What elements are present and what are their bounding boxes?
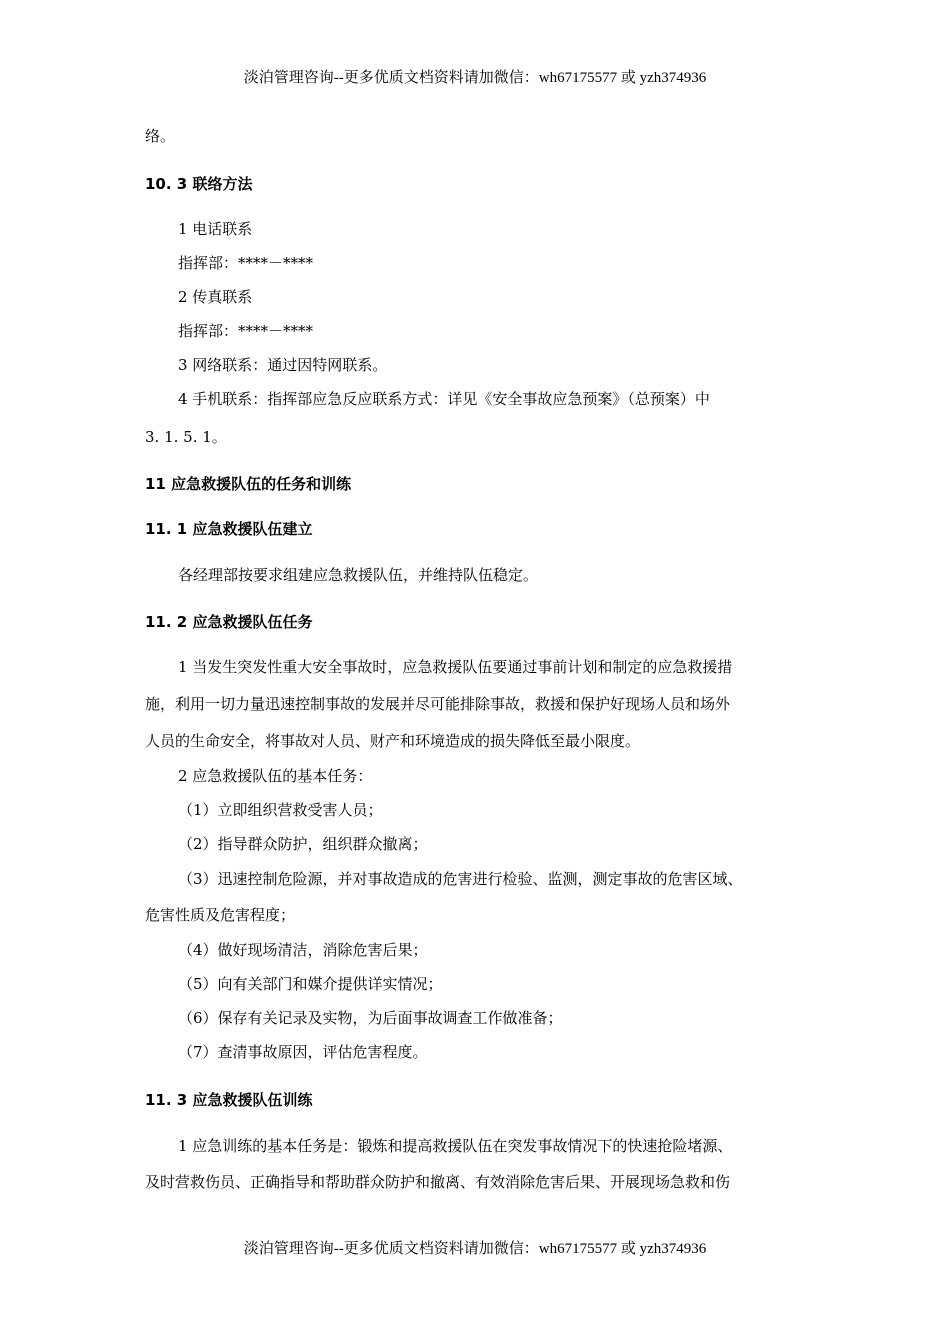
page-header: 淡泊管理咨询--更多优质文档资料请加微信：wh67175577 或 yzh374936 [243,70,707,86]
list-item: （2）指导群众防护，组织群众撤离； [178,835,428,853]
list-item: （7）查清事故原因，评估危害程度。 [178,1043,428,1061]
text-line: 及时营救伤员、正确指导和帮助群众防护和撤离、有效消除危害后果、开展现场急救和伤 [145,1173,731,1191]
text-line: 络。 [145,127,176,145]
page-footer: 淡泊管理咨询--更多优质文档资料请加微信：wh67175577 或 yzh374936 [243,1241,707,1257]
text-line: 2 传真联系 [178,288,253,306]
text-line: 1 应急训练的基本任务是：锻炼和提高救援队伍在突发事故情况下的快速抢险堵源、 [178,1137,733,1155]
text-line: 1 电话联系 [178,220,253,238]
section-heading: 11. 1 应急救援队伍建立 [145,520,313,538]
text-line: 危害性质及危害程度； [145,906,296,924]
section-heading: 10. 3 联络方法 [145,175,253,193]
text-line: 1 当发生突发性重大安全事故时，应急救援队伍要通过事前计划和制定的应急救援措 [178,658,733,676]
text-line: 指挥部：****－**** [178,322,314,340]
list-item: （4）做好现场清洁，消除危害后果； [178,941,428,959]
list-item: （1）立即组织营救受害人员； [178,801,383,819]
text-line: 指挥部：****－**** [178,254,314,272]
text-line: 施，利用一切力量迅速控制事故的发展并尽可能排除事故，救援和保护好现场人员和场外 [145,695,731,713]
section-heading: 11. 2 应急救援队伍任务 [145,613,313,631]
text-line: 3. 1. 5. 1。 [145,428,227,446]
list-item: （6）保存有关记录及实物，为后面事故调查工作做准备； [178,1009,563,1027]
text-line: 2 应急救援队伍的基本任务： [178,767,373,785]
text-line: 各经理部按要求组建应急救援队伍，并维持队伍稳定。 [178,566,539,584]
section-heading: 11. 3 应急救援队伍训练 [145,1091,313,1109]
list-item: （5）向有关部门和媒介提供详实情况； [178,975,443,993]
text-line: 3 网络联系：通过因特网联系。 [178,356,388,374]
text-line: 4 手机联系：指挥部应急反应联系方式：详见《安全事故应急预案》（总预案）中 [178,390,710,408]
text-line: 人员的生命安全，将事故对人员、财产和环境造成的损失降低至最小限度。 [145,732,641,750]
list-item: （3）迅速控制危险源，并对事故造成的危害进行检验、监测，测定事故的危害区域、 [178,870,743,888]
chapter-heading: 11 应急救援队伍的任务和训练 [145,475,352,493]
